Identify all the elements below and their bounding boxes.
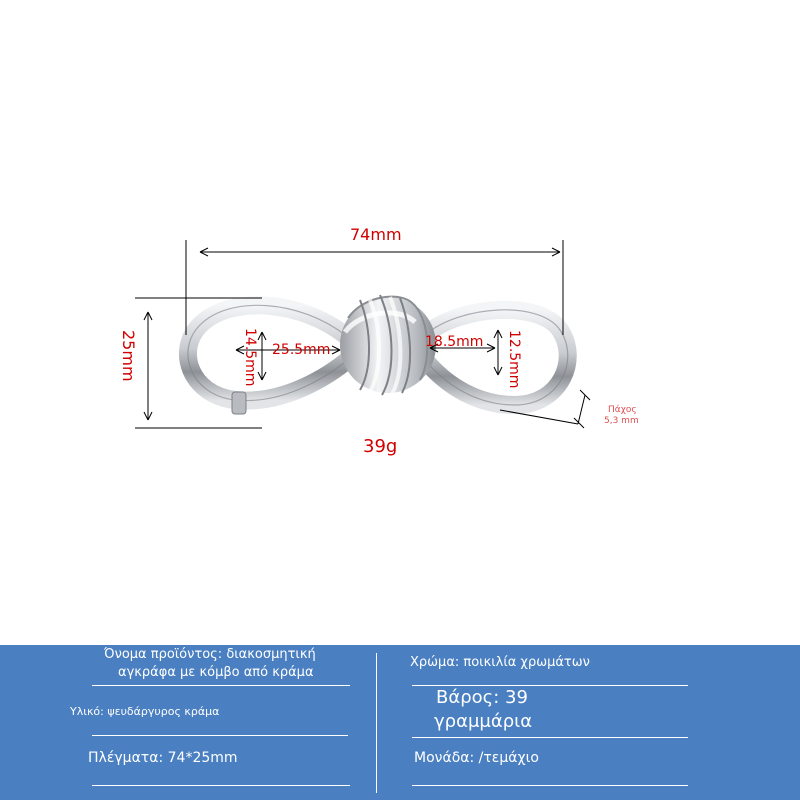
weight-underline <box>412 737 688 738</box>
size-field: Πλέγματα: 74*25mm <box>88 750 238 766</box>
dim-right-loop-width-label: 18.5mm <box>425 334 484 350</box>
material-field: Υλικό: ψευδάργυρος κράμα <box>70 705 220 718</box>
color-underline <box>412 685 688 686</box>
size-underline <box>92 785 350 786</box>
unit-field: Μονάδα: /τεμάχιο <box>414 750 539 766</box>
dim-height-label: 25mm <box>119 330 138 382</box>
dim-left-loop-width-label: 25.5mm <box>272 342 331 358</box>
center-knot <box>340 295 436 395</box>
product-name-line2: αγκράφα με κόμβο από κράμα <box>118 665 314 680</box>
weight-field-line1: Βάρος: 39 <box>436 687 528 708</box>
right-loop <box>425 310 568 405</box>
material-underline <box>92 735 348 736</box>
unit-underline <box>412 785 688 786</box>
dim-length-label: 74mm <box>350 225 402 244</box>
column-divider <box>376 653 377 793</box>
weight-label: 39g <box>363 436 398 457</box>
product-name-underline <box>92 685 350 686</box>
dim-right-loop-height-label: 12.5mm <box>506 330 522 389</box>
product-name-line1: Όνομα προϊόντος: διακοσμητική <box>104 647 316 662</box>
left-loop <box>188 305 350 414</box>
dim-left-loop-height-label: 14.5mm <box>242 328 258 387</box>
spec-panel <box>0 645 800 800</box>
weight-field-line2: γραμμάρια <box>434 711 533 732</box>
dim-thickness-value: 5,3 mm <box>604 416 639 426</box>
dim-thickness-label: Πάχος <box>608 405 637 415</box>
color-field: Χρώμα: ποικιλία χρωμάτων <box>410 655 590 670</box>
